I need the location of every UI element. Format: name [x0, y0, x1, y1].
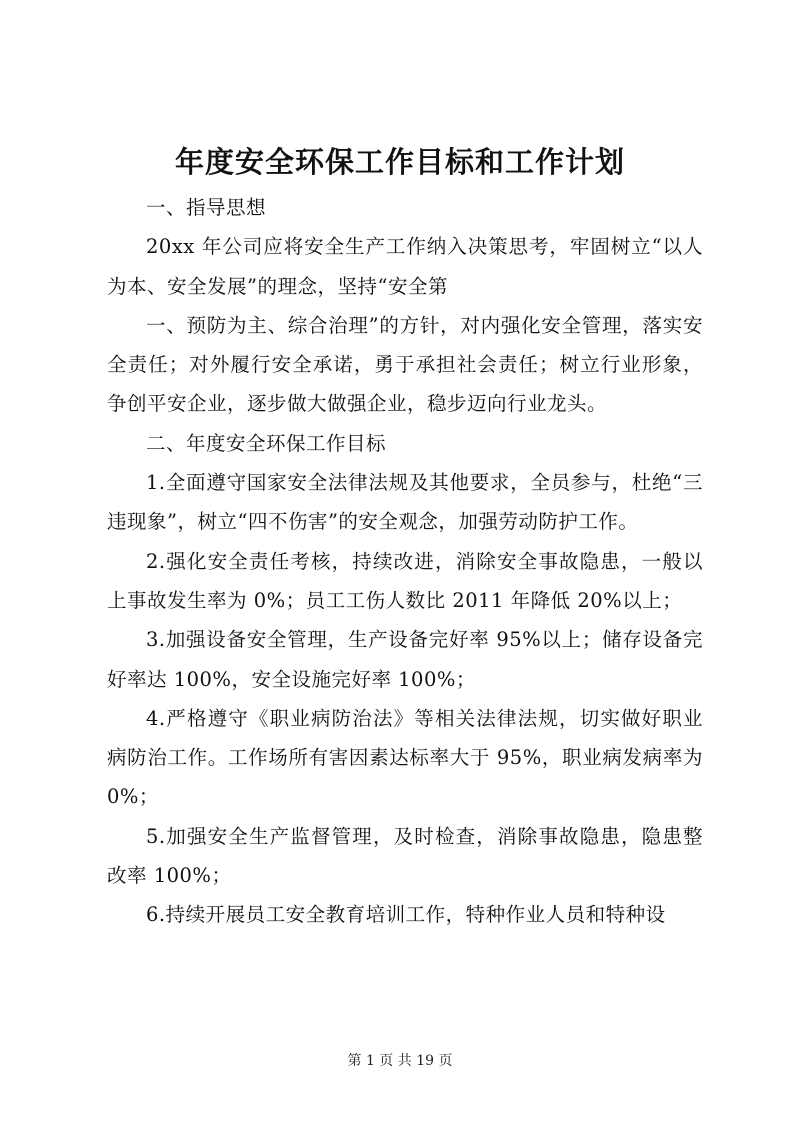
section-heading-annual-goals: 二、年度安全环保工作目标	[146, 431, 387, 455]
goal-item-2: 2.强化安全责任考核，持续改进，消除安全事故隐患，一般以上事故发生率为 0%；员工工伤人数比 2011 年降低 20%以上；	[107, 549, 703, 612]
goal-item-1: 1.全面遵守国家安全法律法规及其他要求，全员参与，杜绝“三违现象”，树立“四不伤害”的安全观念，加强劳动防护工作。	[107, 471, 703, 534]
goal-item-4: 4.严格遵守《职业病防治法》等相关法律法规，切实做好职业病防治工作。工作场所有害因素达标率大于 95%，职业病发病率为 0%；	[107, 706, 703, 809]
document-body	[107, 188, 703, 935]
goal-item-6: 6.持续开展员工安全教育培训工作，特种作业人员和特种设	[146, 903, 666, 927]
section-heading-guiding-ideology: 一、指导思想	[146, 196, 267, 219]
page-number-footer: 第 1 页 共 19 页	[347, 1053, 453, 1069]
document-title: 年度安全环保工作目标和工作计划	[174, 145, 625, 179]
goal-item-3: 3.加强设备安全管理，生产设备完好率 95%以上；储存设备完好率达 100%，安全设施完好率 100%；	[107, 628, 703, 691]
paragraph: 20xx 年公司应将安全生产工作纳入决策思考，牢固树立“以人为本、安全发展”的理念，坚持“安全第	[107, 235, 703, 298]
goal-item-5: 5.加强安全生产监督管理，及时检查，消除事故隐患，隐患整改率 100%；	[107, 824, 703, 888]
paragraph: 一、预防为主、综合治理”的方针，对内强化安全管理，落实安全责任；对外履行安全承诺，勇于承担社会责任；树立行业形象，争创平安企业，逐步做大做强企业，稳步迈向行业龙头。	[107, 313, 703, 416]
